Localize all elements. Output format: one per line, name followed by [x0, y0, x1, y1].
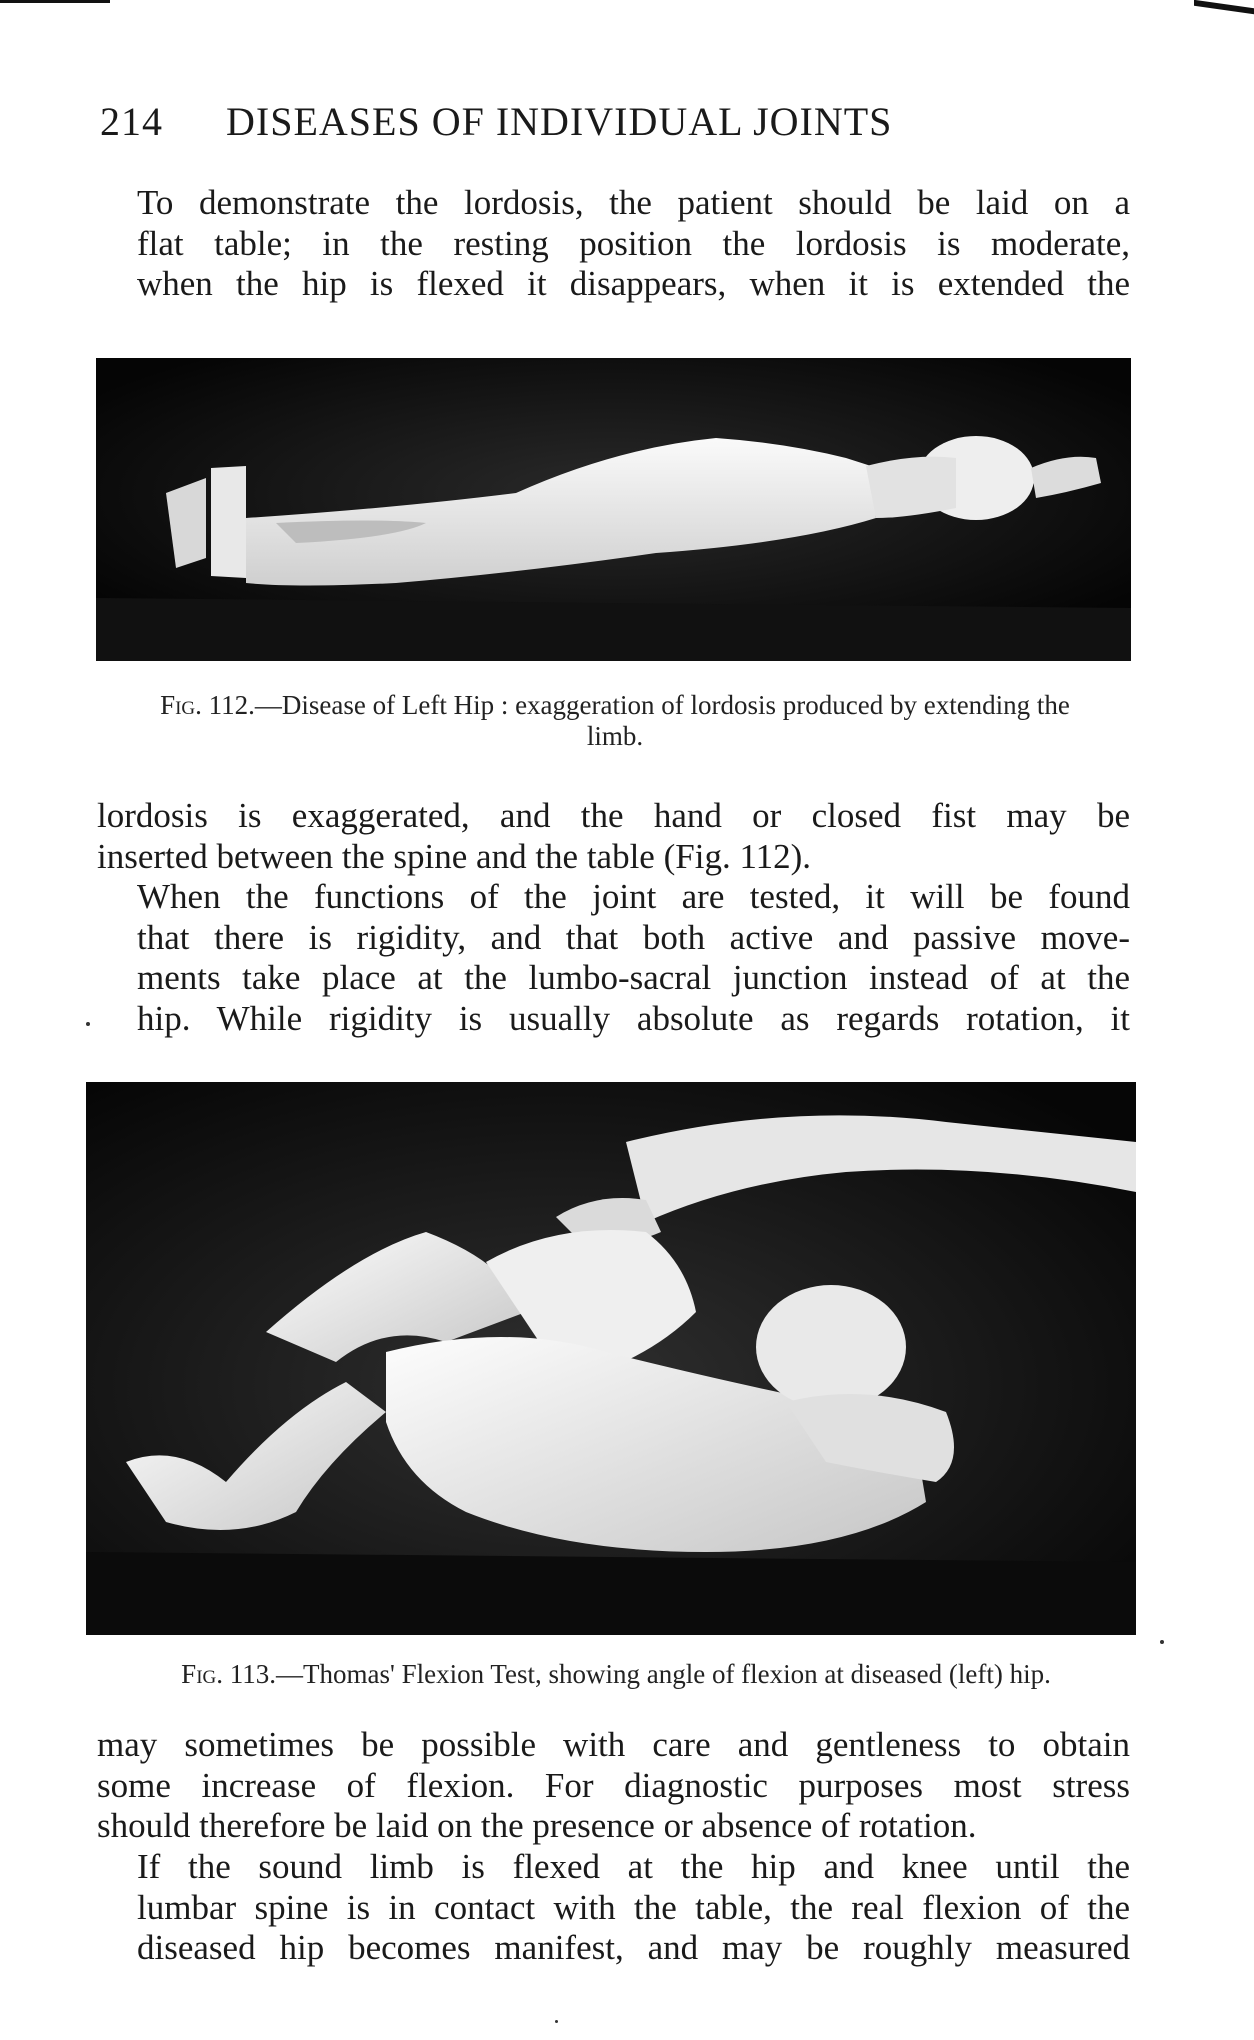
- scan-speck: [555, 2020, 558, 2023]
- figure-113-caption: [96, 1659, 1136, 1690]
- text-line: inserted between the spine and the table (Fig. 112).: [97, 836, 812, 876]
- scan-speck: [1160, 1640, 1164, 1644]
- text-line: To demonstrate the lordosis, the patient should be laid on a: [137, 183, 1130, 222]
- figure-113-photo: [86, 1082, 1136, 1635]
- figure-label: Fig.: [181, 1659, 223, 1689]
- text-line: may sometimes be possible with care and gentleness to obtain: [97, 1725, 1130, 1764]
- text-line: some increase of flexion. For diagnostic purposes most stress: [97, 1765, 1130, 1805]
- paragraph-lordosis-exaggerated: [97, 796, 1130, 877]
- text-line: should therefore be laid on the presence or absence of rotation.: [97, 1806, 977, 1845]
- scan-speck: [86, 1022, 90, 1026]
- running-title: DISEASES OF INDIVIDUAL JOINTS: [226, 99, 893, 144]
- text-line: lordosis is exaggerated, and the hand or closed fist may be: [97, 796, 1130, 835]
- scan-edge-mark-left: [0, 0, 110, 3]
- figure-112-caption-text: 112.—Disease of Left Hip : exaggeration of lordosis produced by extending the limb.: [201, 690, 1070, 751]
- figure-113-caption-text: 113.—Thomas' Flexion Test, showing angle of flexion at diseased (left) hip.: [223, 1659, 1051, 1689]
- figure-112-illustration: [96, 358, 1131, 661]
- figure-label: Fig.: [160, 690, 202, 720]
- scan-edge-mark-right: [1194, 0, 1254, 14]
- paragraph-joint-functions: [97, 877, 1130, 1039]
- page-number: 214: [100, 99, 163, 144]
- running-head: [100, 98, 1130, 145]
- paragraph-lordosis-intro: [97, 183, 1130, 305]
- figure-112-photo: [96, 358, 1131, 661]
- text-line: lumbar spine is in contact with the table, the real flexion of the: [137, 1887, 1130, 1927]
- text-line: when the hip is flexed it disappears, when it is extended the: [137, 264, 1130, 303]
- paragraph-sound-limb: [97, 1847, 1130, 1969]
- text-line: diseased hip becomes manifest, and may be roughly measured: [137, 1928, 1130, 1967]
- text-line: ments take place at the lumbo-sacral junction instead of at the: [137, 958, 1130, 997]
- text-line: that there is rigidity, and that both active and passive move-: [137, 917, 1130, 957]
- figure-112-caption: [140, 690, 1090, 752]
- text-line: If the sound limb is flexed at the hip and knee until the: [137, 1847, 1130, 1886]
- text-line: flat table; in the resting position the lordosis is moderate,: [137, 223, 1130, 263]
- paragraph-increase-flexion: [97, 1725, 1130, 1847]
- text-line: hip. While rigidity is usually absolute as regards rotation, it: [137, 998, 1130, 1038]
- text-line: When the functions of the joint are tested, it will be found: [137, 877, 1130, 916]
- figure-113-illustration: [86, 1082, 1136, 1635]
